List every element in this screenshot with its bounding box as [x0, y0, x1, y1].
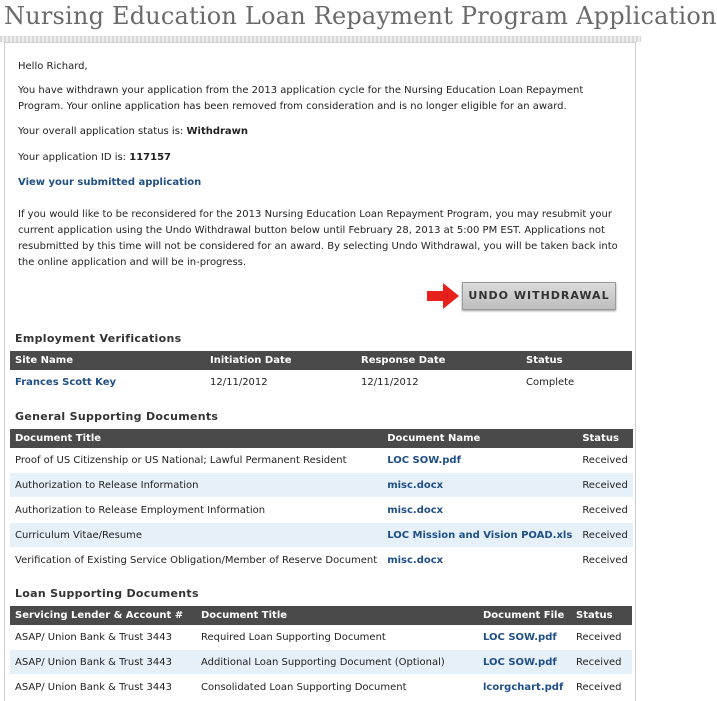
status-label: Your overall application status is:	[18, 126, 184, 137]
table-row	[10, 448, 633, 473]
col-site-name: Site Name	[10, 351, 205, 370]
general-docs-section-title: General Supporting Documents	[15, 410, 219, 423]
greeting: Hello Richard,	[18, 61, 88, 72]
table-row	[10, 548, 633, 573]
app-id-value: 117157	[129, 152, 171, 163]
status-value: Withdrawn	[186, 126, 249, 137]
view-application-link[interactable]: View your submitted application	[18, 177, 202, 188]
resubmit-message: If you would like to be reconsidered for the 2013 Nursing Education Loan Repayment Program, you may resubmit your current application using the Undo Withdrawal button below until February 28, 2013 at 5:00 PM EST. Applications not resubmitted by this time will not be considered for an award. By selecting Undo Withdrawal, you will be taken back into the online application and will be in-progress.	[18, 209, 618, 268]
lender-account: ASAP/ Union Bank & Trust 3443	[10, 625, 196, 650]
document-link[interactable]: LOC Mission and Vision POAD.xls	[382, 523, 577, 548]
undo-withdrawal-button[interactable]: UNDO WITHDRAWAL	[462, 282, 616, 310]
site-name-link[interactable]: Frances Scott Key	[10, 370, 205, 395]
document-title: Verification of Existing Service Obligation/Member of Reserve Document	[10, 548, 382, 573]
status-cell: Received	[577, 498, 633, 523]
col-response-date: Response Date	[356, 351, 521, 370]
document-title: Curriculum Vitae/Resume	[10, 523, 382, 548]
view-application-line	[18, 175, 624, 191]
table-row	[10, 498, 633, 523]
table-row	[10, 650, 632, 675]
status-cell: Received	[571, 675, 632, 700]
document-link[interactable]: misc.docx	[382, 548, 577, 573]
status-cell: Received	[577, 473, 633, 498]
col-initiation-date: Initiation Date	[205, 351, 356, 370]
document-title: Consolidated Loan Supporting Document	[196, 675, 478, 700]
loan-docs-table	[10, 606, 632, 700]
table-row	[10, 370, 632, 395]
col-document-title: Document Title	[196, 606, 478, 625]
page-title: Nursing Education Loan Repayment Program Application	[4, 2, 717, 30]
document-link[interactable]: misc.docx	[382, 473, 577, 498]
app-id-label: Your application ID is:	[18, 152, 127, 163]
document-file-link[interactable]: lcorgchart.pdf	[478, 675, 571, 700]
status-line	[18, 124, 624, 140]
col-servicing-lender: Servicing Lender & Account #	[10, 606, 196, 625]
document-title: Additional Loan Supporting Document (Optional)	[196, 650, 478, 675]
general-docs-header-row	[10, 429, 633, 448]
app-id-line	[18, 150, 624, 166]
general-docs-table	[10, 429, 633, 573]
document-title: Proof of US Citizenship or US National; Lawful Permanent Resident	[10, 448, 382, 473]
status-cell: Received	[577, 448, 633, 473]
document-file-link[interactable]: LOC SOW.pdf	[478, 650, 571, 675]
col-document-name: Document Name	[382, 429, 577, 448]
col-status: Status	[577, 429, 633, 448]
employment-section-title: Employment Verifications	[15, 332, 182, 345]
red-arrow-icon	[427, 283, 459, 309]
employment-header-row	[10, 351, 632, 370]
employment-table	[10, 351, 632, 395]
document-title: Authorization to Release Employment Information	[10, 498, 382, 523]
table-row	[10, 473, 633, 498]
table-row	[10, 675, 632, 700]
col-document-title: Document Title	[10, 429, 382, 448]
lender-account: ASAP/ Union Bank & Trust 3443	[10, 650, 196, 675]
col-document-file: Document File	[478, 606, 571, 625]
status-cell: Received	[577, 548, 633, 573]
col-status: Status	[521, 351, 632, 370]
document-file-link[interactable]: LOC SOW.pdf	[478, 625, 571, 650]
lender-account: ASAP/ Union Bank & Trust 3443	[10, 675, 196, 700]
document-link[interactable]: LOC SOW.pdf	[382, 448, 577, 473]
withdrawn-message: You have withdrawn your application from the 2013 application cycle for the Nursing Education Loan Repayment Program. Your online application has been removed from consideration and is no longer eligible for an award.	[18, 85, 584, 112]
status-cell: Received	[571, 650, 632, 675]
col-status: Status	[571, 606, 632, 625]
loan-docs-section-title: Loan Supporting Documents	[15, 587, 199, 600]
loan-docs-header-row	[10, 606, 632, 625]
document-link[interactable]: misc.docx	[382, 498, 577, 523]
document-title: Authorization to Release Information	[10, 473, 382, 498]
initiation-date: 12/11/2012	[205, 370, 356, 395]
table-row	[10, 523, 633, 548]
response-date: 12/11/2012	[356, 370, 521, 395]
status-cell: Received	[577, 523, 633, 548]
document-title: Required Loan Supporting Document	[196, 625, 478, 650]
status-cell: Complete	[521, 370, 632, 395]
table-row	[10, 625, 632, 650]
status-cell: Received	[571, 625, 632, 650]
